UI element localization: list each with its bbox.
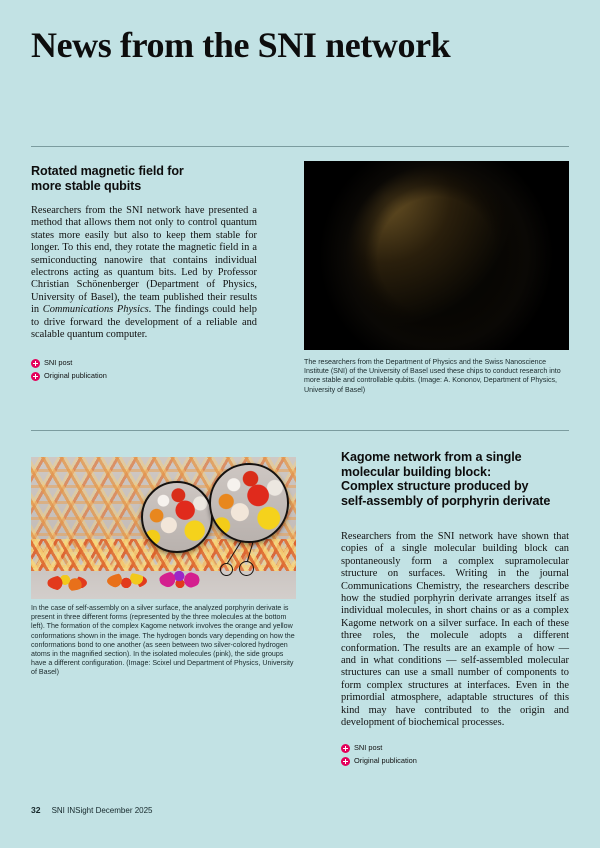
molecule-form-2 xyxy=(107,573,147,589)
molecule-form-1 xyxy=(47,575,87,591)
kagome-network-image xyxy=(31,457,296,599)
article-2-body: Researchers from the SNI network have shown that copies of a single molecular building block can spontaneously form a complex supramolecular structure on surfaces. Writing in the journal Communications Chemistry, the researchers describe how the studied porphyrin derivate arranges itself as individual molecules, in short chains or as a complex Kagome network on a silver surface. In each of these three roles, the molecule adopts a different conformation. The results are an example of how — and in what conditions — self-assembled molecular structures can use a small number of components to form complex structures at interfaces. Even in the primordial atmosphere, adaptable structures of this kind may have contributed to the origin and development of biochemical processes. xyxy=(341,531,569,729)
article-2-link-sni-post[interactable] xyxy=(341,743,417,753)
plus-circle-icon xyxy=(341,744,350,753)
article-1-links xyxy=(31,358,107,384)
magnified-inset-right xyxy=(209,463,289,543)
magnified-inset-left xyxy=(141,481,213,553)
article-1-link-original-publication-label: Original publication xyxy=(44,371,107,380)
article-2-figure-caption: In the case of self-assembly on a silver surface, the analyzed porphyrin derivate is present in three different forms (represented by the three molecules at the bottom left). The formation of the complex Kagome network involves the orange and yellow conformations shown in the image. The hydrogen bonds vary depending on how the conformations bond to one another (as seen between two silver-colored hydrogen atoms in the magnified section). In the isolated molecules (pink), the side groups have a different configuration. (Image: Scixel und Department of Physics, University of Basel) xyxy=(31,604,295,677)
chip-microscope-image xyxy=(304,161,569,350)
page-title: News from the SNI network xyxy=(31,25,451,65)
article-1-link-sni-post-label: SNI post xyxy=(44,358,73,367)
article-1-heading xyxy=(31,164,271,193)
article-2-heading-line-3: Complex structure produced by xyxy=(341,479,529,494)
chip-die xyxy=(411,237,463,275)
article-2-link-original-publication[interactable] xyxy=(341,756,417,766)
article-2-heading-line-1: Kagome network from a single xyxy=(341,450,522,464)
article-1-heading-line-2: more stable qubits xyxy=(31,178,142,193)
plus-circle-icon xyxy=(31,359,40,368)
article-2-links xyxy=(341,743,417,769)
footer-page-number: 32 xyxy=(31,805,41,815)
page-footer xyxy=(31,805,153,815)
divider-middle xyxy=(31,430,569,431)
article-1-body-italic: Communications Physics xyxy=(42,304,149,316)
divider-top xyxy=(31,146,569,147)
article-2-link-original-publication-label: Original publication xyxy=(354,756,417,765)
article-1-figure-caption: The researchers from the Department of Physics and the Swiss Nanoscience Institute (SNI) of the University of Basel used these chips to conduct research into more stable and controllable qubits. (Image: A. Kononov, Department of Physics, University of Basel) xyxy=(304,358,561,394)
article-2-link-sni-post-label: SNI post xyxy=(354,743,383,752)
article-1-link-sni-post[interactable] xyxy=(31,358,107,368)
footer-publication: SNI INSight December 2025 xyxy=(51,806,153,815)
plus-circle-icon xyxy=(31,372,40,381)
chip-carrier-disc xyxy=(361,180,513,332)
article-2-heading-line-4: self-assembly of porphyrin derivate xyxy=(341,493,551,508)
article-1-body-tail: . The findings could help to drive forward the development of a reliable and scalable quantum computer. xyxy=(31,304,257,341)
article-1-body-text: Researchers from the SNI network have presented a method that allows them not only to control quantum states more easily but also to keep them stable for longer. To this end, they rotate the magnetic field in a semiconducting nanowire that contains individual electrons acting as quantum bits. Led by Professor Christian Schönenberger (Department of Physics, University of Basel), the team published their results in xyxy=(31,205,257,316)
article-1-heading-line-1: Rotated magnetic field for xyxy=(31,164,184,178)
magnifier-target-left xyxy=(220,563,233,576)
article-2-heading-line-2: molecular building block: xyxy=(341,464,492,479)
article-2-heading xyxy=(341,450,573,508)
article-2-figure xyxy=(31,457,296,599)
article-1-body xyxy=(31,205,257,341)
magnifier-target-right xyxy=(239,561,254,576)
molecule-form-3-pink xyxy=(159,571,201,589)
article-1-link-original-publication[interactable] xyxy=(31,371,107,381)
article-1-figure xyxy=(304,161,569,350)
plus-circle-icon xyxy=(341,757,350,766)
